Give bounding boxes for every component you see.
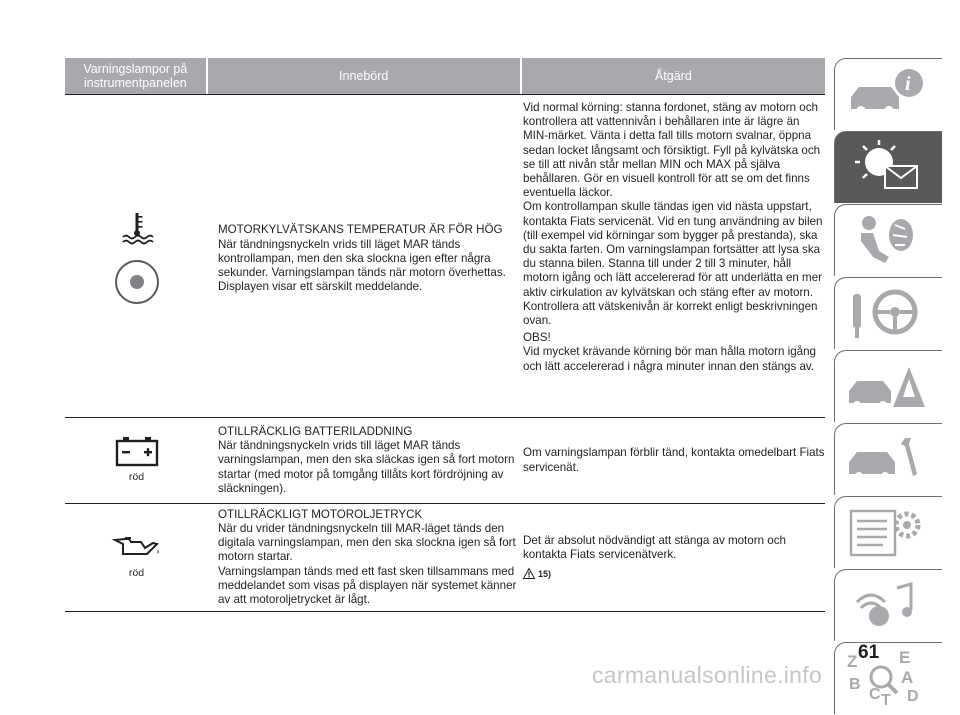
car-emergency-icon [843, 357, 933, 415]
meaning-text: När du vrider tändningsnyckeln till MAR-läget tänds den digitala varningslampan, men den ska slockna igen så fort motorn startar. [218, 521, 516, 564]
meaning-title: MOTORKYLVÄTSKANS TEMPERATUR ÄR FÖR HÖG [218, 223, 503, 237]
car-info-icon [843, 65, 933, 123]
tab-warning-lights[interactable] [834, 131, 942, 203]
meaning-title: OTILLRÄCKLIG BATTERILADDNING [218, 424, 413, 438]
action-cell [523, 418, 825, 503]
tab-safety[interactable] [834, 204, 942, 276]
action-cell [523, 101, 825, 417]
indicator-cell [65, 418, 208, 503]
note-text: Vid mycket krävande körning bör man hålla motorn igång och lätt accelererad i några minuter innan den stängs av. [523, 345, 817, 373]
action-text: Det är absolut nödvändigt att stänga av motorn och kontakta Fiats servicenätverk. [523, 534, 786, 562]
index-letter: E [899, 648, 911, 667]
tab-multimedia[interactable] [834, 569, 942, 641]
index-letter: A [901, 668, 914, 687]
index-letter: C [869, 686, 881, 703]
action-cell [523, 504, 825, 611]
chapter-tabs [834, 58, 942, 715]
index-letter: B [849, 676, 861, 693]
meaning-cell [208, 101, 523, 417]
svg-text:i: i [905, 73, 911, 95]
table-row [65, 94, 825, 418]
meaning-text: Varningslampan tänds med ett fast sken tillsammans med meddelandet som visas på displayen när systemet känner av att motoroljetrycket är lågt. [218, 564, 517, 606]
index-letter: Z [847, 652, 858, 671]
tab-starting-driving[interactable] [834, 277, 942, 349]
meaning-title: OTILLRÄCKLIGT MOTOROLJETRYCK [218, 507, 423, 521]
oil-can-icon [113, 534, 161, 558]
meaning-cell [208, 504, 523, 611]
action-text: Om kontrollampan skulle tändas igen vid nästa uppstart, kontakta Fiats servicenät. Vid en tung användning av bilen (till exempel vid körningar som bygger på prestanda), ska du sakta farten. Om varningslampan fortsätter att lysa ska du stanna bilen. Stanna till under 2 till 3 minuter, håll motorn igång och lätt accelererad för att underlätta en mer aktiv cirkulation av kylvätskan och stäng efter av motorn. Kontrollera att vätskenivån är korrekt enligt beskrivningen ovan. [523, 200, 823, 328]
steering-key-icon [843, 284, 933, 342]
warning-triangle-icon [523, 568, 535, 579]
warning-ref-number: 15) [538, 568, 552, 579]
header-meaning: Innebörd [208, 58, 520, 94]
indicator-cell [65, 504, 208, 611]
warning-reference [523, 567, 825, 581]
coolant-temperature-icon [120, 211, 154, 245]
display-message-icon [114, 259, 160, 305]
tab-emergency[interactable] [834, 350, 942, 422]
tab-specifications[interactable] [834, 496, 942, 568]
table-header [65, 58, 825, 94]
note-heading: OBS! [523, 331, 551, 345]
specs-gear-icon [843, 503, 933, 561]
action-text: Om varningslampan förblir tänd, kontakta omedelbart Fiats servicenät. [523, 446, 825, 474]
indicator-label: röd [128, 567, 145, 580]
page-number: 61 [858, 642, 880, 663]
multimedia-icon [843, 576, 933, 634]
indicator-cell [65, 101, 208, 417]
warning-lights-icon [843, 138, 933, 196]
battery-icon [115, 437, 159, 467]
tab-maintenance[interactable] [834, 423, 942, 495]
warning-lights-table [65, 58, 825, 612]
index-icon [843, 649, 933, 707]
meaning-text: Displayen visar ett särskilt meddelande. [218, 280, 423, 294]
indicator-label: röd [128, 470, 145, 483]
header-indicator: Varningslampor på instrumentpanelen [65, 58, 206, 94]
watermark: carmanualsonline.info [592, 662, 823, 688]
car-maintenance-icon [843, 430, 933, 488]
index-letter: T [881, 692, 891, 709]
tab-index[interactable] [834, 642, 942, 714]
airbag-safety-icon [843, 211, 933, 269]
meaning-text: När tändningsnyckeln vrids till läget MAR tänds varningslampan, men den ska släckas igen så fort motorn startar (med motor på tomgång tillåts kort fördröjning av släckningen). [218, 439, 515, 495]
action-text: Vid normal körning: stanna fordonet, stäng av motorn och kontrollera att vattennivån i behållaren inte är lägre än MIN-märket. Vänta i detta fall tills motorn svalnar, öppna sedan locket långsamt och försiktigt. Fyll på kylvätska och se till att nivån står mellan MIN och MAX på själva behållaren. Gör en visuell kontroll för att se om det finns eventuella läckor. [523, 101, 821, 200]
index-letter: D [907, 688, 919, 705]
table-row [65, 504, 825, 612]
table-row [65, 418, 825, 504]
header-action: Åtgärd [522, 58, 825, 94]
meaning-text: När tändningsnyckeln vrids till läget MAR tänds kontrollampan, men den ska slockna igen efter några sekunder. Varningslampan tänds när motorn överhettas. [218, 237, 506, 280]
meaning-cell [208, 418, 523, 503]
tab-car-info[interactable] [834, 58, 942, 130]
